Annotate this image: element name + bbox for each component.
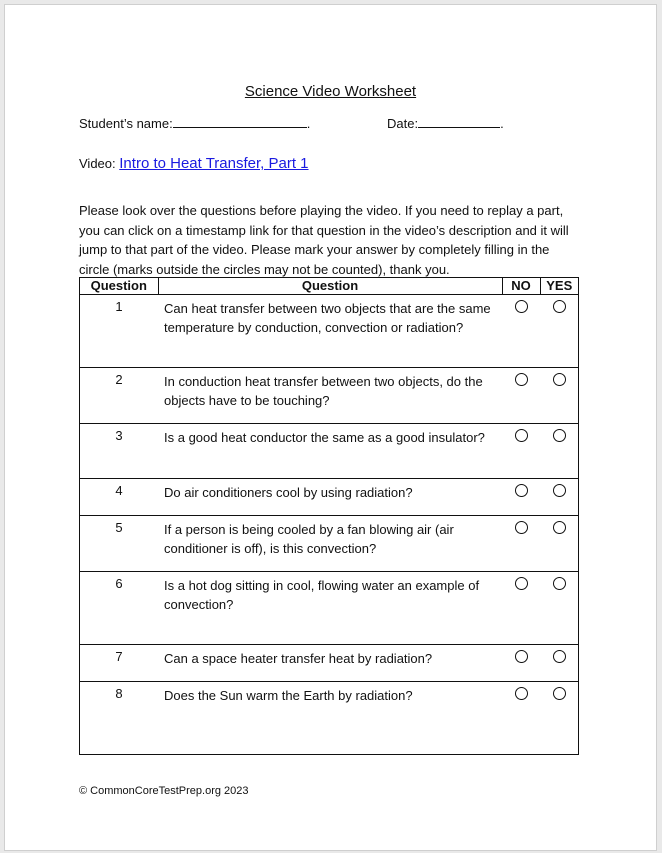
table-row	[80, 479, 579, 516]
student-name-field[interactable]	[173, 115, 307, 128]
no-radio[interactable]	[515, 577, 528, 590]
question-number: 6	[80, 572, 159, 645]
question-text: Is a hot dog sitting in cool, flowing water an example of convection?	[158, 572, 502, 645]
question-number: 2	[80, 368, 159, 424]
worksheet-page	[4, 4, 657, 851]
table-row	[80, 572, 579, 645]
no-radio[interactable]	[515, 521, 528, 534]
table-row	[80, 516, 579, 572]
question-number: 4	[80, 479, 159, 516]
instructions: Please look over the questions before playing the video. If you need to replay a part, you can click on a timestamp link for that question in the video’s description and it will jump to that part of the video. Please mark your answer by completely filling in the circle (marks outside the circles may not be counted), thank you.	[79, 203, 569, 278]
question-text: If a person is being cooled by a fan blowing air (air conditioner is off), is this convection?	[158, 516, 502, 572]
no-radio[interactable]	[515, 373, 528, 386]
student-name-line	[79, 115, 310, 131]
video-line	[79, 155, 309, 172]
worksheet-title: Science Video Worksheet	[244, 83, 417, 100]
question-text: Is a good heat conductor the same as a good insulator?	[158, 424, 502, 479]
table-row	[80, 368, 579, 424]
yes-radio[interactable]	[553, 300, 566, 313]
table-row	[80, 645, 579, 682]
student-name-label: Student’s name:	[79, 116, 173, 131]
yes-radio[interactable]	[553, 484, 566, 497]
table-row	[80, 295, 579, 368]
questions-table	[79, 277, 579, 755]
question-number: 3	[80, 424, 159, 479]
yes-radio[interactable]	[553, 650, 566, 663]
yes-radio[interactable]	[553, 521, 566, 534]
table-row	[80, 424, 579, 479]
no-radio[interactable]	[515, 300, 528, 313]
question-number: 8	[80, 682, 159, 755]
question-number: 7	[80, 645, 159, 682]
question-text: In conduction heat transfer between two objects, do the objects have to be touching?	[158, 368, 502, 424]
video-link[interactable]: Intro to Heat Transfer, Part 1	[119, 155, 309, 172]
question-text: Do air conditioners cool by using radiation?	[158, 479, 502, 516]
header-yes: YES	[540, 278, 579, 295]
yes-radio[interactable]	[553, 429, 566, 442]
question-text: Can a space heater transfer heat by radiation?	[158, 645, 502, 682]
yes-radio[interactable]	[553, 373, 566, 386]
yes-radio[interactable]	[553, 687, 566, 700]
header-no: NO	[502, 278, 540, 295]
date-field[interactable]	[418, 115, 500, 128]
copyright-footer: © CommonCoreTestPrep.org 2023	[79, 785, 249, 797]
header-question-number: Question	[80, 278, 159, 295]
question-text: Can heat transfer between two objects that are the same temperature by conduction, convection or radiation?	[158, 295, 502, 368]
date-line	[387, 115, 504, 131]
question-number: 5	[80, 516, 159, 572]
yes-radio[interactable]	[553, 577, 566, 590]
question-text: Does the Sun warm the Earth by radiation?	[158, 682, 502, 755]
no-radio[interactable]	[515, 429, 528, 442]
question-number: 1	[80, 295, 159, 368]
no-radio[interactable]	[515, 650, 528, 663]
date-label: Date:	[387, 116, 419, 131]
no-radio[interactable]	[515, 687, 528, 700]
date-period: .	[500, 116, 504, 131]
header-question-text: Question	[158, 278, 502, 295]
no-radio[interactable]	[515, 484, 528, 497]
student-name-period: .	[306, 116, 311, 131]
table-row	[80, 682, 579, 755]
video-label: Video:	[79, 156, 116, 171]
table-header-row	[80, 278, 579, 295]
